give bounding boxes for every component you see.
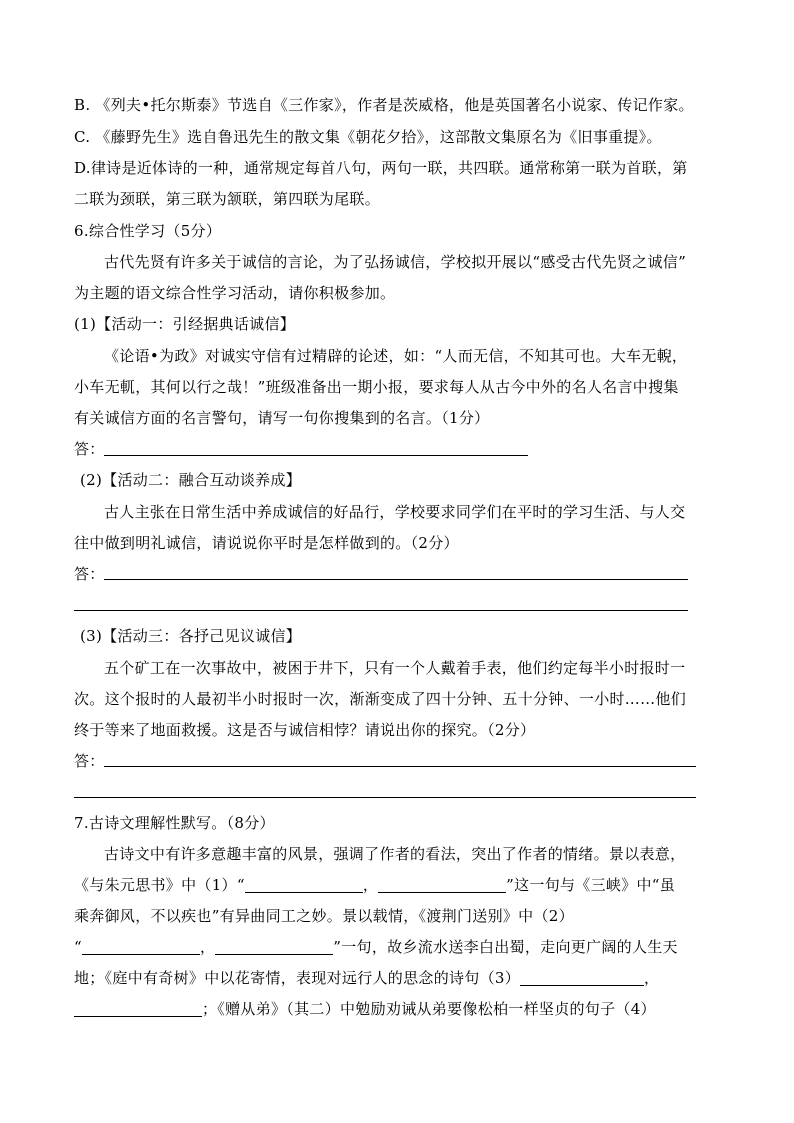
q7-line4-text-a: “	[74, 938, 82, 956]
blank-1b[interactable]	[378, 876, 506, 893]
question-7-title: 7.古诗文理解性默写。（8分）	[74, 814, 275, 832]
activity-1-line2: 小车无軏，其何以行之哉！”班级准备出一期小报，要求每人从古今中外的名人名言中搜集	[74, 378, 679, 396]
activity-1-title: (1)【活动一：引经据典话诚信】	[74, 315, 296, 333]
activity-2-line2: 往中做到明礼诚信，请说说你平时是怎样做到的。（2分）	[74, 534, 459, 552]
q7-line2-text-b: ，	[362, 876, 379, 894]
q7-line1: 古诗文中有许多意趣丰富的风景，强调了作者的看法，突出了作者的情绪。景以表意，	[104, 845, 686, 863]
option-b: B. 《列夫•托尔斯泰》节选自《三作家》，作者是茨威格，他是英国著名小说家、传记作家。	[74, 96, 694, 114]
answer-line-3a[interactable]	[104, 766, 696, 767]
blank-2a[interactable]	[82, 938, 200, 955]
answer-line-2a[interactable]	[104, 579, 688, 580]
q7-line3: 乘奔御风，不以疾也”有异曲同工之妙。景以载情，《渡荆门送别》中（2）	[74, 907, 574, 925]
q7-line2-text-c: ”这一句与《三峡》中“虽	[506, 876, 676, 894]
q7-line6-text-a: ；《赠从弟》（其二）中勉励劝诫从弟要像松柏一样坚贞的句子（4）	[202, 1000, 656, 1018]
q7-line5-text-a: 地；《庭中有奇树》中以花寄情，表现对远行人的思念的诗句（3）	[74, 969, 521, 987]
activity-2-line1: 古人主张在日常生活中养成诚信的好品行，学校要求同学们在平时的学习生活、与人交	[104, 503, 686, 521]
activity-3-line1: 五个矿工在一次事故中，被困于井下，只有一个人戴着手表，他们约定每半小时报时一	[104, 659, 686, 677]
q7-line4-text-c: ”一句，故乡流水送李白出蜀，走向更广阔的人生天	[333, 938, 678, 956]
q7-line5-text-b: ，	[644, 969, 660, 987]
answer-label-1: 答：	[74, 440, 105, 458]
activity-2-title: (2)【活动二：融合互动谈养成】	[80, 471, 302, 489]
option-d-line2: 二联为颈联，第三联为颔联，第四联为尾联。	[74, 190, 381, 208]
answer-line-3b[interactable]	[74, 797, 696, 798]
blank-3a[interactable]	[520, 969, 644, 986]
q6-intro-line2: 为主题的语文综合性学习活动，请你积极参加。	[74, 284, 396, 302]
option-d-line1: D.律诗是近体诗的一种，通常规定每首八句，两句一联，共四联。通常称第一联为首联，第	[74, 159, 688, 177]
activity-3-line2: 次。这个报时的人最初半小时报时一次，渐渐变成了四十分钟、五十分钟、一小时……他们	[74, 690, 687, 708]
activity-3-line3: 终于等来了地面救援。这是否与诚信相悖？请说出你的探究。（2分）	[74, 721, 536, 739]
activity-1-line3: 有关诚信方面的名言警句，请写一句你搜集到的名言。（1分）	[74, 409, 490, 427]
activity-3-title: (3)【活动三：各抒己见议诚信】	[80, 627, 302, 645]
blank-3b[interactable]	[74, 1000, 202, 1017]
q6-intro-line1: 古代先贤有许多关于诚信的言论，为了弘扬诚信，学校拟开展以“感受古代先贤之诚信”	[104, 253, 687, 271]
q7-line2-text-a: 《与朱元思书》中（1）“	[74, 876, 245, 894]
answer-label-3: 答：	[74, 752, 105, 770]
q7-line5	[74, 968, 659, 988]
answer-label-2: 答：	[74, 565, 105, 583]
blank-2b[interactable]	[215, 938, 333, 955]
q7-line4-text-b: ，	[199, 938, 216, 956]
option-c: C. 《藤野先生》选自鲁迅先生的散文集《朝花夕拾》，这部散文集原名为《旧事重提》。	[74, 128, 662, 146]
q7-line4	[74, 937, 678, 957]
answer-line-2b[interactable]	[74, 610, 688, 611]
q7-line2	[74, 875, 675, 895]
blank-1a[interactable]	[245, 876, 363, 893]
answer-line-1[interactable]	[104, 455, 528, 456]
q7-line6	[74, 999, 656, 1019]
activity-1-line1: 《论语•为政》对诚实守信有过精辟的论述，如：“人而无信，不知其可也。大车无輗，	[104, 347, 688, 365]
question-6-title: 6.综合性学习（5分）	[74, 222, 222, 240]
